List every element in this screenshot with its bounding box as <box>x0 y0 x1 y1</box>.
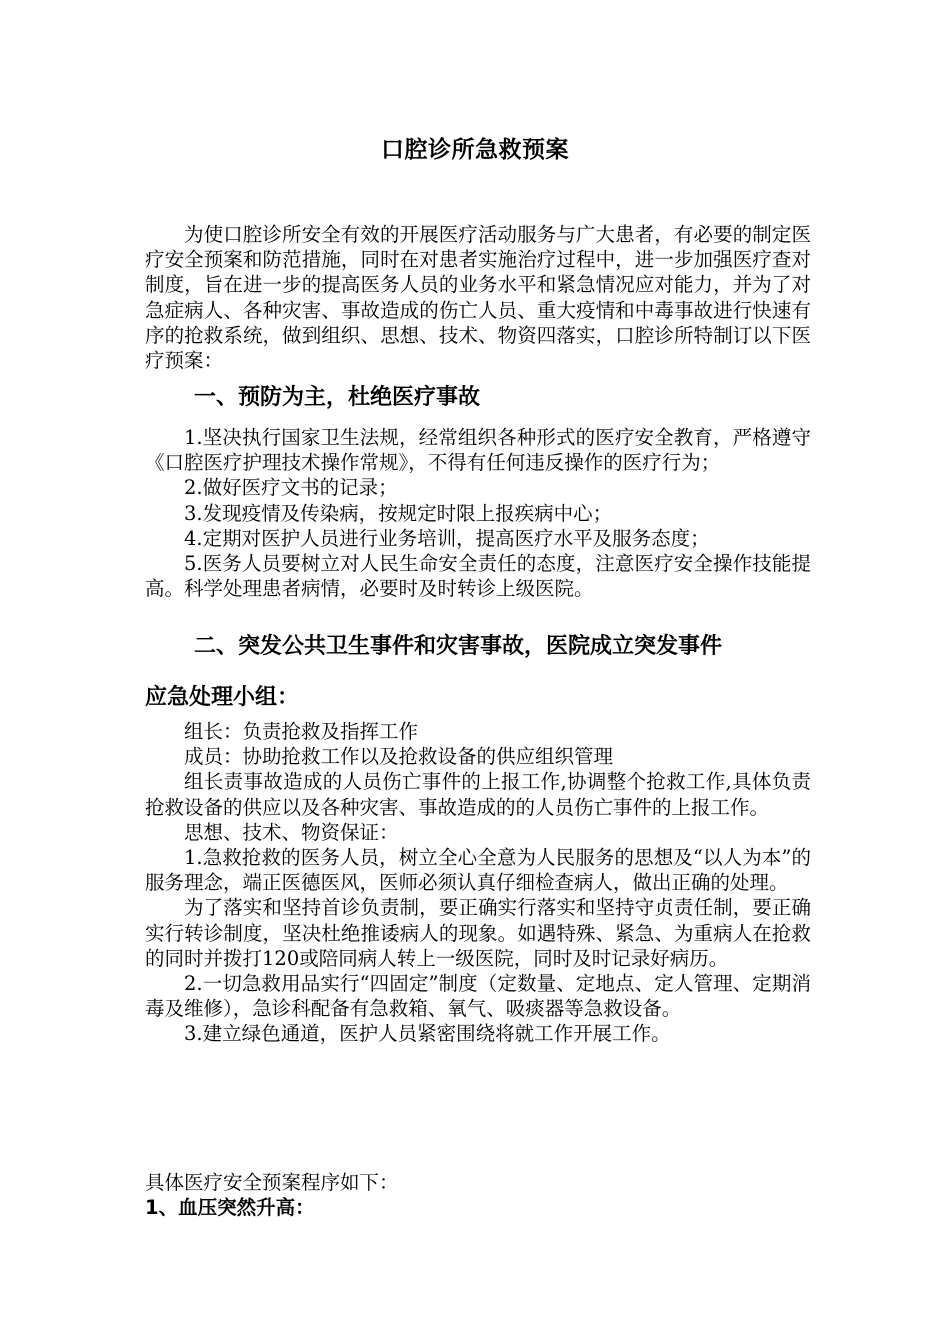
closing-intro-block <box>145 1170 811 1195</box>
section-2-paragraph: 3.建立绿色通道，医护人员紧密围绕将就工作开展工作。 <box>184 1022 671 1046</box>
closing-intro-line: 具体医疗安全预案程序如下： <box>145 1171 399 1194</box>
section-2-paragraph: 为了落实和坚持首诊负责制，要正确实行落实和坚持守贞责任制，要正确实行转诊制度，坚决杜绝推诿病人的现象。如遇特殊、紧急、为重病人在抢救的同时并拨打120或陪同病人转上一级医院，同时及时记录好病历。 <box>145 896 811 970</box>
section-2-paragraph: 组长责事故造成的人员伤亡事件的上报工作,协调整个抢救工作,具体负责抢救设备的供应以及各种灾害、事故造成的的人员伤亡事件的上报工作。 <box>145 770 811 819</box>
section-1-item: 4.定期对医护人员进行业务培训，提高医疗水平及服务态度； <box>184 526 710 550</box>
section-2-heading-line1: 二、突发公共卫生事件和灾害事故，医院成立突发事件 <box>194 634 723 659</box>
section-2-paragraph: 2.一切急救用品实行“四固定”制度（定数量、定地点、定人管理、定期消毒及维修），急诊科配备有急救箱、氧气、吸痰器等急救设备。 <box>145 972 811 1021</box>
intro-paragraph-block <box>145 222 811 373</box>
document-title: 口腔诊所急救预案 <box>381 137 569 163</box>
section-1-item: 1.坚决执行国家卫生法规，经常组织各种形式的医疗安全教育，严格遵守《口腔医疗护理技术操作常规》，不得有任何违反操作的医疗行为； <box>145 426 811 475</box>
intro-paragraph: 为使口腔诊所安全有效的开展医疗活动服务与广大患者，有必要的制定医疗安全预案和防范措施，同时在对患者实施治疗过程中，进一步加强医疗查对制度，旨在进一步的提高医务人员的业务水平和紧急情况应对能力，并为了对急症病人、各种灾害、事故造成的伤亡人员、重大疫情和中毒事故进行快速有序的抢救系统，做到组织、思想、技术、物资四落实，口腔诊所特制订以下医疗预案： <box>145 223 811 373</box>
section-1-list <box>145 425 811 601</box>
section-1-item: 3.发现疫情及传染病，按规定时限上报疾病中心； <box>184 501 613 525</box>
section-1-item: 5.医务人员要树立对人民生命安全责任的态度，注意医疗安全操作技能提高。科学处理患者病情，必要时及时转诊上级医院。 <box>145 552 811 601</box>
section-2-heading-line2: 应急处理小组： <box>145 685 300 710</box>
section-1-item: 2.做好医疗文书的记录； <box>184 476 398 500</box>
section-2-paragraph: 1.急救抢救的医务人员，树立全心全意为人民服务的思想及“以人为本”的服务理念，端正医德医风，医师必须认真仔细检查病人，做出正确的处理。 <box>145 846 811 895</box>
closing-subheading: 1、血压突然升高： <box>145 1196 315 1219</box>
section-1-heading: 一、预防为主，杜绝医疗事故 <box>194 385 481 410</box>
section-2-paragraph: 组长：负责抢救及指挥工作 <box>184 720 419 743</box>
section-2-paragraph: 成员：协助抢救工作以及抢救设备的供应组织管理 <box>184 745 614 769</box>
section-2-paragraph: 思想、技术、物资保证： <box>184 820 399 844</box>
section-2-body <box>145 719 811 1047</box>
